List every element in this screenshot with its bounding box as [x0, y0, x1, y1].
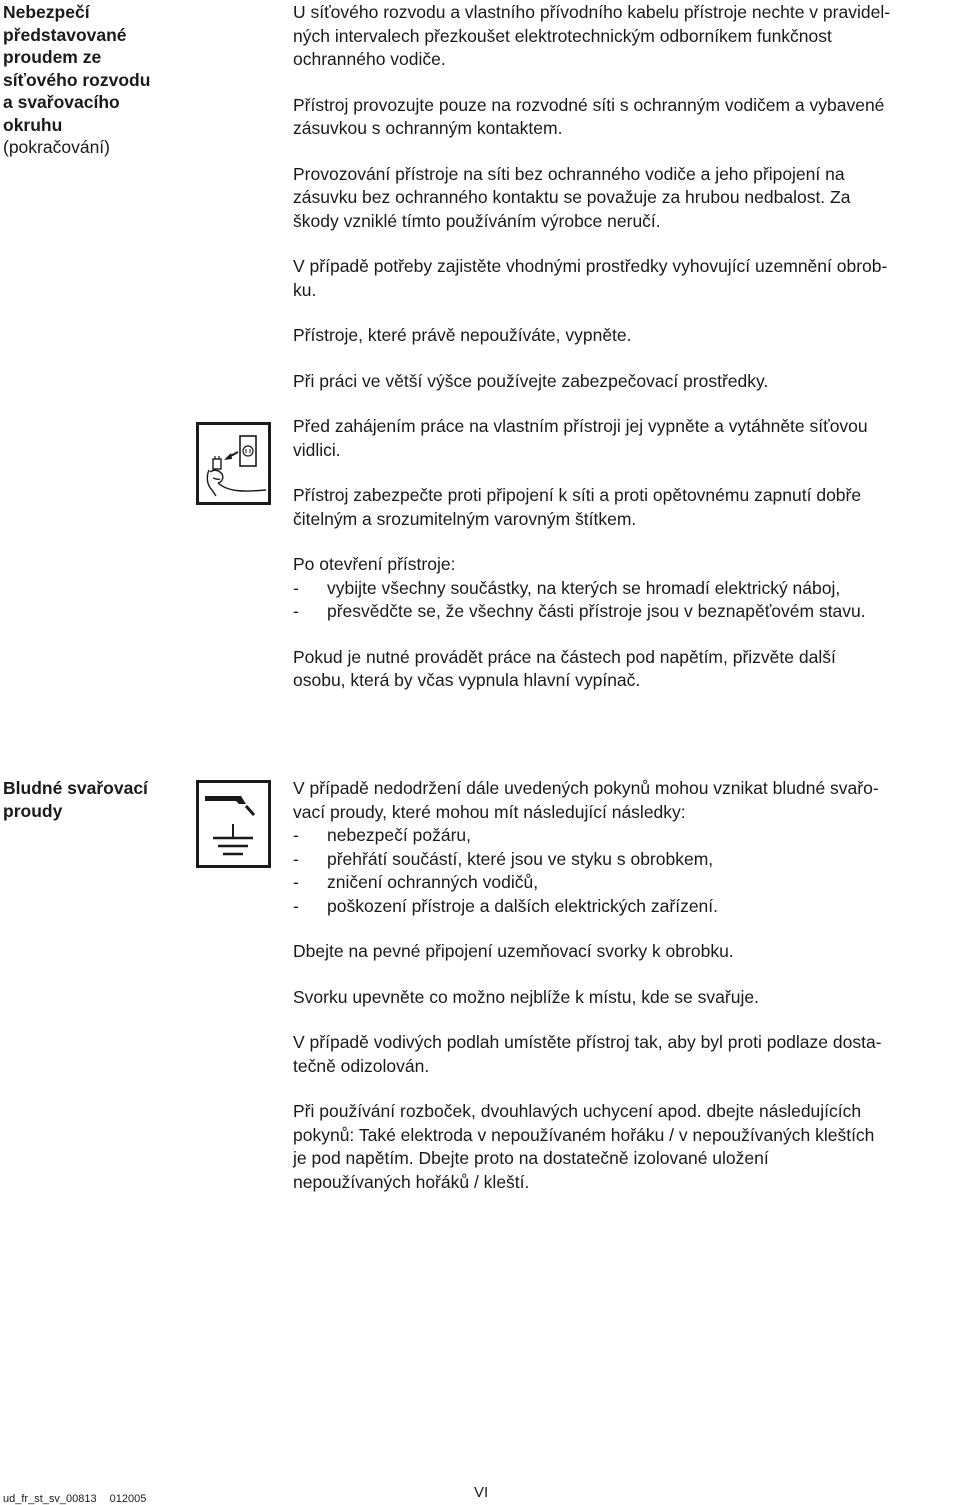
- heading-line: proudem ze: [3, 47, 102, 67]
- stray-welding-current-icon: [196, 780, 271, 873]
- section-heading: [3, 777, 148, 822]
- paragraph: [293, 415, 957, 462]
- paragraph: [293, 370, 957, 394]
- section-body: [293, 1, 957, 715]
- text-line: Provozování přístroje na síti bez ochranného vodiče a jeho připojení na: [293, 163, 845, 184]
- text-line: ných intervalech přezkoušet elektrotechnickým odborníkem funkčnost: [293, 25, 832, 46]
- list-dash: -: [293, 825, 299, 845]
- list-item-text: přehřátí součástí, které jsou ve styku s obrobkem,: [327, 848, 714, 869]
- section-heading: [3, 1, 150, 159]
- heading-line: síťového rozvodu: [3, 69, 151, 90]
- list-dash: -: [293, 848, 299, 869]
- list-item: [293, 871, 957, 895]
- list-item-text: nebezpečí požáru,: [327, 825, 471, 845]
- text-line: U síťového rozvodu a vlastního přívodního kabelu přístroje nechte v pravidel-: [293, 2, 891, 22]
- list-item-text: přesvědčte se, že všechny části přístroje jsou v beznapěťovém stavu.: [327, 601, 866, 621]
- list-item: [293, 848, 957, 872]
- date-code: 012005: [109, 1493, 147, 1505]
- text-line: pokynů: Také elektroda v nepoužívaném hořáku / v nepoužívaných kleštích: [293, 1124, 875, 1145]
- section-body: [293, 777, 957, 1216]
- text-line: Při práci ve větší výšce používejte zabezpečovací prostředky.: [293, 370, 769, 391]
- text-line: zásuvkou s ochranným kontaktem.: [293, 118, 563, 138]
- text-line: Přístroje, které právě nepoužíváte, vypněte.: [293, 325, 632, 345]
- list-item-text: vybijte všechny součástky, na kterých se hromadí elektrický náboj,: [327, 577, 841, 598]
- paragraph: [293, 940, 957, 964]
- text-line: zásuvku bez ochranného kontaktu se považuje za hrubou nedbalost. Za: [293, 187, 851, 207]
- document-code: ud_fr_st_sv_00813: [3, 1493, 97, 1505]
- text-line: Přístroj zabezpečte proti připojení k síti a proti opětovnému zapnutí dobře: [293, 485, 862, 505]
- paragraph: [293, 1031, 957, 1078]
- heading-line: představované: [3, 24, 127, 45]
- text-line: V případě vodivých podlah umístěte přístroj tak, aby byl proti podlaze dosta-: [293, 1032, 882, 1052]
- list-dash: -: [293, 601, 299, 621]
- heading-line: proudy: [3, 800, 63, 821]
- text-line: vidlici.: [293, 439, 341, 460]
- paragraph: [293, 1100, 957, 1194]
- text-line: Po otevření přístroje:: [293, 554, 456, 574]
- text-line: V případě potřeby zajistěte vhodnými prostředky vyhovující uzemnění obrob-: [293, 256, 888, 276]
- text-line: je pod napětím. Dbejte proto na dostatečně izolované uložení: [293, 1148, 769, 1168]
- text-line: Před zahájením práce na vlastním přístroji jej vypněte a vytáhněte síťovou: [293, 416, 868, 436]
- page-number: VI: [474, 1484, 489, 1501]
- paragraph: [293, 94, 957, 141]
- paragraph: [293, 324, 957, 348]
- text-line: ochranného vodiče.: [293, 49, 446, 69]
- text-line: osobu, která by včas vypnula hlavní vypínač.: [293, 670, 641, 690]
- list-dash: -: [293, 895, 299, 916]
- paragraph: [293, 1, 957, 72]
- footer-doc-code: [3, 1493, 156, 1505]
- heading-line: Bludné svařovací: [3, 778, 148, 798]
- consequences-block: [293, 777, 957, 918]
- text-line: V případě nedodržení dále uvedených pokynů mohou vznikat bludné svařo-: [293, 778, 879, 798]
- unplug-mains-icon: [196, 422, 271, 510]
- text-line: Dbejte na pevné připojení uzemňovací svorky k obrobku.: [293, 941, 734, 961]
- list-item: [293, 600, 957, 624]
- heading-line: a svařovacího: [3, 92, 120, 112]
- text-line: nepoužívaných hořáků / kleští.: [293, 1171, 530, 1192]
- text-line: Při používání rozboček, dvouhlavých uchycení apod. dbejte následujících: [293, 1101, 862, 1121]
- paragraph: [293, 255, 957, 302]
- text-line: tečně odizolován.: [293, 1055, 430, 1076]
- list-dash: -: [293, 577, 299, 598]
- text-line: Přístroj provozujte pouze na rozvodné síti s ochranným vodičem a vybavené: [293, 94, 885, 115]
- list-dash: -: [293, 872, 299, 892]
- paragraph: [293, 484, 957, 531]
- opening-instructions: [293, 553, 957, 624]
- heading-continued: (pokračování): [3, 137, 110, 157]
- heading-line: okruhu: [3, 114, 63, 135]
- text-line: Svorku upevněte co možno nejblíže k místu, kde se svařuje.: [293, 986, 759, 1007]
- paragraph: [293, 163, 957, 234]
- text-line: ku.: [293, 279, 317, 300]
- text-line: škody vzniklé tímto používáním výrobce neručí.: [293, 210, 661, 231]
- list-item: [293, 895, 957, 919]
- list-item-text: poškození přístroje a dalších elektrických zařízení.: [327, 895, 719, 916]
- text-line: čitelným a srozumitelným varovným štítkem.: [293, 508, 637, 529]
- heading-line: Nebezpečí: [3, 2, 90, 22]
- list-item: [293, 577, 957, 601]
- list-item: [293, 824, 957, 848]
- paragraph: [293, 646, 957, 693]
- list-item-text: zničení ochranných vodičů,: [327, 872, 539, 892]
- text-line: vací proudy, které mohou mít následující následky:: [293, 801, 686, 822]
- paragraph: [293, 986, 957, 1010]
- text-line: Pokud je nutné provádět práce na částech pod napětím, přizvěte další: [293, 646, 836, 667]
